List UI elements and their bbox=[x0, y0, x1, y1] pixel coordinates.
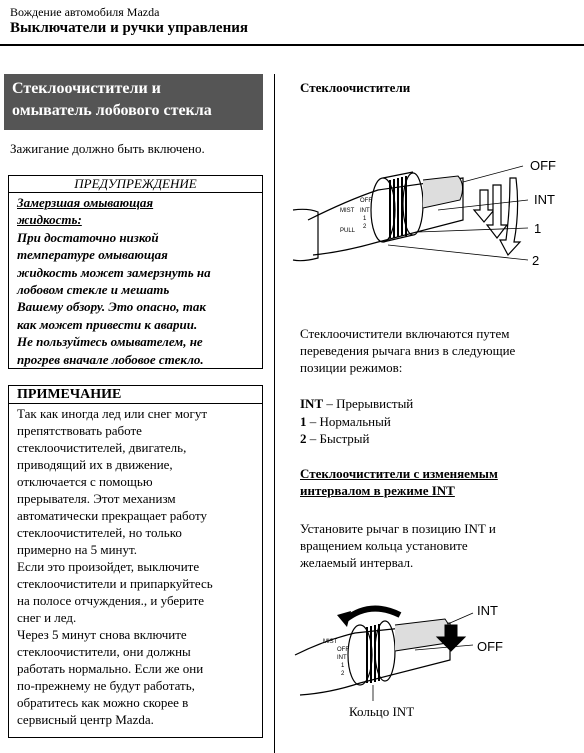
mode-key: 1 bbox=[300, 413, 307, 429]
warning-line: При достаточно низкой bbox=[17, 229, 159, 245]
mode-text: – Прерывистый bbox=[323, 396, 414, 411]
warning-box bbox=[8, 175, 263, 369]
mode-item bbox=[300, 395, 413, 413]
section-title-box bbox=[4, 74, 263, 130]
variable-interval-heading bbox=[300, 465, 570, 499]
mode-key: INT bbox=[300, 396, 324, 411]
mode-key: 2 bbox=[300, 431, 307, 446]
note-line: сервисный центр Mazda. bbox=[17, 712, 154, 727]
mode-text: – Быстрый bbox=[306, 431, 370, 446]
warning-title: ПРЕДУПРЕЖДЕНИЕ bbox=[9, 176, 262, 193]
warning-subtitle: Замерзшая омывающая bbox=[17, 195, 154, 210]
rotation-arrow-head bbox=[337, 611, 351, 627]
section-title-line: Стеклоочистители и bbox=[12, 80, 161, 97]
wipers-paragraph bbox=[300, 325, 570, 376]
label-int: INT bbox=[534, 192, 555, 207]
note-line: обратитесь как можно скорее в bbox=[17, 695, 189, 710]
lever-tip bbox=[395, 619, 450, 651]
intro-text: Зажигание должно быть включено. bbox=[10, 141, 205, 156]
note-line: стеклоочистители и припаркуйтесь bbox=[17, 576, 213, 591]
warning-line: Не пользуйтесь омывателем, не bbox=[17, 334, 203, 350]
page-title: Выключатели и ручки управления bbox=[10, 20, 248, 36]
ring-left bbox=[348, 625, 372, 685]
note-line: работать нормально. Если же они bbox=[17, 661, 204, 676]
mode-item bbox=[300, 413, 413, 431]
ring-mark-1: 1 bbox=[363, 216, 367, 222]
ring-mark-2: 2 bbox=[341, 671, 345, 677]
warning-line: как может привести к аварии. bbox=[17, 316, 198, 332]
header-divider bbox=[0, 44, 584, 46]
mode-text: – Нормальный bbox=[306, 413, 391, 429]
note-line: стеклоочистители, они должны bbox=[17, 644, 191, 659]
note-line: примерно на 5 минут. bbox=[17, 542, 137, 557]
label-2: 2 bbox=[532, 253, 540, 268]
note-line: на полосе отчуждения., и уберите bbox=[17, 593, 205, 608]
subheading-line: Стеклоочистители с изменяемым bbox=[300, 466, 498, 481]
warning-line: прогрев вначале лобовое стекло. bbox=[17, 351, 204, 367]
label-off: OFF bbox=[530, 158, 556, 173]
note-line: автоматически прекращает работу bbox=[17, 508, 207, 523]
ring-left bbox=[371, 178, 395, 242]
wipers-heading: Стеклоочистители bbox=[300, 80, 411, 95]
ring-mark-mist: MIST bbox=[340, 208, 355, 214]
note-line: Если это произойдет, выключите bbox=[17, 559, 200, 574]
note-line: препятствовать работе bbox=[17, 423, 142, 438]
column-divider bbox=[274, 74, 275, 753]
wiper-lever-diagram bbox=[288, 150, 578, 270]
subheading-line: интервалом в режиме INT bbox=[300, 483, 455, 498]
note-box bbox=[8, 385, 263, 738]
label-int-ring: Кольцо INT bbox=[349, 704, 415, 719]
modes-list bbox=[300, 395, 413, 448]
note-line: отключается с помощью bbox=[17, 474, 153, 489]
ring-mark-int: INT bbox=[337, 655, 347, 661]
note-line: Так как иногда лед или снег могут bbox=[17, 406, 208, 421]
section-title-line: омыватель лобового стекла bbox=[12, 102, 212, 119]
ring-mark-off: OFF bbox=[337, 647, 349, 653]
paragraph-line: вращением кольца установите bbox=[300, 538, 468, 553]
warning-subtitle: жидкость: bbox=[17, 212, 82, 228]
warning-line: жидкость может замерзнуть на bbox=[17, 264, 211, 280]
note-body bbox=[9, 404, 262, 729]
rotation-arrow bbox=[345, 609, 400, 620]
paragraph-line: Установите рычаг в позицию INT и bbox=[300, 521, 496, 536]
arrow-2 bbox=[500, 178, 520, 255]
label-off: OFF bbox=[477, 639, 503, 654]
note-line: приводящий их в движение, bbox=[17, 457, 173, 472]
ring-mark-mist: MIST bbox=[323, 639, 338, 645]
note-line: стеклоочистителей, двигатель, bbox=[17, 440, 187, 455]
ring-mark-1: 1 bbox=[341, 663, 345, 669]
label-int: INT bbox=[477, 603, 498, 618]
warning-body bbox=[9, 193, 262, 369]
note-line: снег и лед. bbox=[17, 610, 77, 625]
mode-item bbox=[300, 430, 413, 448]
note-line: Через 5 минут снова включите bbox=[17, 627, 187, 642]
ring-mark-int: INT bbox=[360, 208, 370, 214]
paragraph-line: позиции режимов: bbox=[300, 360, 403, 375]
lever-tip bbox=[423, 176, 463, 208]
ring-mark-pull: PULL bbox=[340, 228, 356, 234]
warning-line: Вашему обзору. Это опасно, так bbox=[17, 299, 206, 315]
warning-line: лобовом стекле и мешать bbox=[17, 282, 170, 298]
interval-paragraph bbox=[300, 520, 570, 571]
paragraph-line: переведения рычага вниз в следующие bbox=[300, 343, 516, 358]
ring-mark-2: 2 bbox=[363, 224, 367, 230]
int-ring-diagram bbox=[285, 595, 575, 725]
note-line: по-прежнему не будут работать, bbox=[17, 678, 195, 693]
leader-int bbox=[450, 613, 473, 623]
paragraph-line: желаемый интервал. bbox=[300, 555, 414, 570]
breadcrumb: Вождение автомобиля Mazda bbox=[10, 5, 160, 19]
label-1: 1 bbox=[534, 221, 542, 236]
note-line: стеклоочистителей, но только bbox=[17, 525, 182, 540]
note-title: ПРИМЕЧАНИЕ bbox=[9, 386, 262, 404]
warning-line: температуре омывающая bbox=[17, 247, 168, 263]
note-line: прерывателя. Этот механизм bbox=[17, 491, 176, 506]
ring-mark-off: OFF bbox=[360, 198, 372, 204]
paragraph-line: Стеклоочистители включаются путем bbox=[300, 326, 510, 341]
